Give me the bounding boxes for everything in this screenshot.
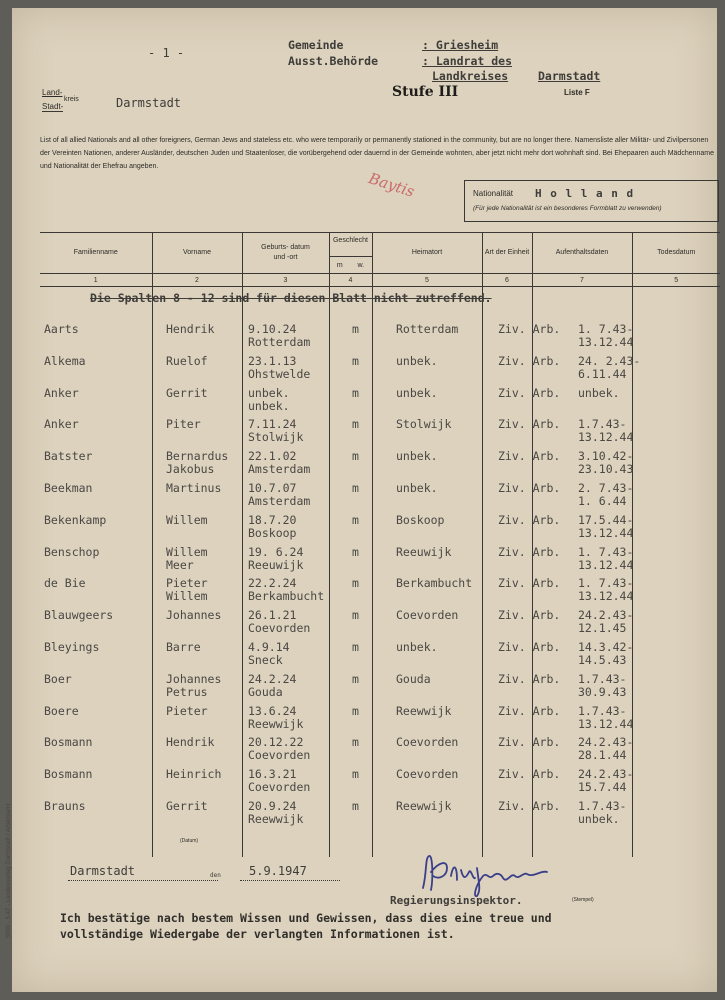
cell-stay2: 23.10.43 <box>578 462 634 477</box>
cell-stay2: unbek. <box>578 812 620 826</box>
cell-first: Barre <box>166 640 201 654</box>
cell-birth1: 22.1.02 <box>248 449 297 464</box>
liste-label: Liste F <box>564 88 590 97</box>
cell-birth2: Stolwijk <box>248 430 304 445</box>
col-number: 1 <box>40 274 152 287</box>
cell-name: Bekenkamp <box>44 512 107 527</box>
confirmation-line-2: vollständige Wiedergabe der verlangten Informationen ist. <box>60 927 455 941</box>
nationality-box <box>464 180 719 222</box>
signer-title: Regierungsinspektor. <box>390 894 523 907</box>
cell-birth2: unbek. <box>248 398 290 413</box>
place-line <box>68 880 218 881</box>
cell-sex: m <box>352 735 359 750</box>
cell-home: Berkambucht <box>396 576 473 591</box>
cell-name: Anker <box>44 385 79 400</box>
cell-home: Reewwijk <box>396 703 452 718</box>
cell-sex: m <box>352 544 359 559</box>
table-row <box>40 545 720 577</box>
cell-name: Alkema <box>44 353 86 368</box>
cell-stay1: 2. 7.43- <box>578 481 634 495</box>
table-row <box>40 322 720 354</box>
table-row <box>40 672 720 704</box>
cell-unit: Ziv. Arb. <box>498 481 561 495</box>
table-row <box>40 354 720 386</box>
cell-birth1: 10.7.07 <box>248 481 297 495</box>
pencil-mark: Baytis <box>366 169 417 201</box>
nationality-value: H o l l a n d <box>535 187 635 200</box>
cell-stay1: 1.7.43- <box>578 703 627 718</box>
cell-stay1: 24. 2.43- <box>578 353 641 368</box>
sex-w-label: w. <box>357 261 365 269</box>
cell-birth2: Gouda <box>248 684 283 699</box>
gemeinde-label: Gemeinde <box>288 38 344 52</box>
cell-sex: m <box>352 767 359 782</box>
col-header-todesdatum: Todesdatum <box>632 233 720 274</box>
cell-sex: m <box>352 512 359 527</box>
stamp-label: (Stempel) <box>572 897 594 903</box>
table-row <box>40 640 720 672</box>
cell-unit: Ziv. Arb. <box>498 703 561 718</box>
cell-birth2: Reewwijk <box>248 716 304 731</box>
date-label: (Datum) <box>180 838 199 844</box>
cell-home: Rotterdam <box>396 322 459 336</box>
table-row <box>40 735 720 767</box>
behoerde-value-1: : Landrat des <box>422 54 513 68</box>
cell-birth2: Rotterdam <box>248 335 311 349</box>
cell-sex: m <box>352 353 359 368</box>
table-row <box>40 608 720 640</box>
cell-unit: Ziv. Arb. <box>498 735 561 750</box>
cell-stay1: unbek. <box>578 385 620 400</box>
cell-stay1: 17.5.44- <box>578 512 634 527</box>
table-row <box>40 386 720 418</box>
gemeinde-value: : Griesheim <box>422 38 499 52</box>
cell-name: Benschop <box>44 544 100 559</box>
cell-unit: Ziv. Arb. <box>498 449 561 464</box>
cell-first: Pieter <box>166 576 208 591</box>
cell-stay1: 1. 7.43- <box>578 544 634 559</box>
cell-stay1: 1.7.43- <box>578 799 627 813</box>
cell-first: Martinus <box>166 481 222 495</box>
cell-stay2: 30.9.43 <box>578 684 627 699</box>
col-number: 3 <box>242 274 329 287</box>
cell-stay2: 13.12.44 <box>578 716 634 731</box>
table-row <box>40 767 720 799</box>
cell-birth1: unbek. <box>248 385 290 400</box>
cell-name: Beekman <box>44 481 93 495</box>
date-line <box>240 880 340 881</box>
cell-sex: m <box>352 481 359 495</box>
cell-first: Willem <box>166 544 208 559</box>
cell-name: de Bie <box>44 576 86 591</box>
table-row <box>40 704 720 736</box>
cell-birth1: 26.1.21 <box>248 608 297 623</box>
col-number: 7 <box>532 274 632 287</box>
confirmation-line-1: Ich bestätige nach bestem Wissen und Gewissen, dass dies eine treue und <box>60 911 552 925</box>
cell-stay1: 24.2.43- <box>578 608 634 623</box>
cell-stay1: 1. 7.43- <box>578 322 634 336</box>
page-number: - 1 - <box>148 46 185 60</box>
cell-sex: m <box>352 608 359 623</box>
stufe-title: Stufe III <box>392 84 459 100</box>
cell-first: Hendrik <box>166 322 215 336</box>
note-line: Die Spalten 8 - 12 sind für diesen Blatt nicht zutreffend. <box>90 291 492 305</box>
col-header-heimatort: Heimatort <box>372 233 482 274</box>
cell-unit: Ziv. Arb. <box>498 608 561 623</box>
cell-unit: Ziv. Arb. <box>498 353 561 368</box>
cell-birth1: 19. 6.24 <box>248 544 304 559</box>
behoerde-label: Ausst.Behörde <box>288 54 379 68</box>
cell-unit: Ziv. Arb. <box>498 767 561 782</box>
cell-sex: m <box>352 417 359 432</box>
cell-name: Bosmann <box>44 735 93 750</box>
cell-home: unbek. <box>396 449 438 464</box>
cell-home: Stolwijk <box>396 417 452 432</box>
behoerde-value-3: Darmstadt <box>538 69 601 83</box>
col-header-geburt: Geburts- datum und -ort <box>242 233 329 274</box>
cell-sex: m <box>352 671 359 686</box>
cell-unit: Ziv. Arb. <box>498 544 561 559</box>
cell-first: Bernardus <box>166 449 229 464</box>
cell-birth1: 20.12.22 <box>248 735 304 750</box>
table-row <box>40 481 720 513</box>
land-label: Land- <box>42 88 63 97</box>
cell-stay2: 12.1.45 <box>578 621 627 636</box>
cell-birth1: 7.11.24 <box>248 417 297 432</box>
cell-first2: Jakobus <box>166 462 215 477</box>
cell-first: Willem <box>166 512 208 527</box>
cell-sex: m <box>352 449 359 464</box>
cell-first: Hendrik <box>166 735 215 750</box>
cell-name: Aarts <box>44 322 79 336</box>
cell-birth1: 16.3.21 <box>248 767 297 782</box>
handwritten-signature <box>417 850 557 900</box>
col-number: 2 <box>152 274 242 287</box>
col-header-geschlecht <box>329 233 372 274</box>
cell-birth1: 20.9.24 <box>248 799 297 813</box>
cell-first: Johannes <box>166 671 222 686</box>
geschlecht-label: Geschlecht <box>332 236 369 244</box>
cell-stay1: 24.2.43- <box>578 735 634 750</box>
side-print: 5000 - 5.47 - Landesverlag Darmstadt / Arbeitsamt <box>6 803 12 938</box>
cell-first: Heinrich <box>166 767 222 782</box>
cell-first: Pieter <box>166 703 208 718</box>
cell-unit: Ziv. Arb. <box>498 576 561 591</box>
cell-name: Blauwgeers <box>44 608 114 623</box>
cell-home: Coevorden <box>396 735 459 750</box>
cell-birth2: Amsterdam <box>248 462 311 477</box>
cell-name: Brauns <box>44 799 86 813</box>
cell-birth1: 24.2.24 <box>248 671 297 686</box>
cell-birth1: 9.10.24 <box>248 322 297 336</box>
cell-birth1: 4.9.14 <box>248 640 290 654</box>
cell-birth1: 23.1.13 <box>248 353 297 368</box>
cell-birth2: Ohstwelde <box>248 366 311 381</box>
cell-home: Reewwijk <box>396 799 452 813</box>
cell-unit: Ziv. Arb. <box>498 417 561 432</box>
cell-first: Gerrit <box>166 385 208 400</box>
cell-name: Boere <box>44 703 79 718</box>
cell-birth2: Coevorden <box>248 780 311 795</box>
kreis-label: kreis <box>64 96 79 103</box>
cell-unit: Ziv. Arb. <box>498 640 561 654</box>
cell-sex: m <box>352 703 359 718</box>
cell-stay2: 13.12.44 <box>578 557 634 572</box>
stadt-label: Stadt- <box>42 102 64 111</box>
cell-stay1: 1.7.43- <box>578 417 627 432</box>
col-header-einheit: Art der Einheit <box>482 233 532 274</box>
col-number: 5 <box>632 274 720 287</box>
cell-stay1: 14.3.42- <box>578 640 634 654</box>
sex-m-label: m <box>336 261 343 269</box>
cell-unit: Ziv. Arb. <box>498 799 561 813</box>
cell-birth1: 13.6.24 <box>248 703 297 718</box>
cell-stay2: 13.12.44 <box>578 589 634 604</box>
cell-sex: m <box>352 322 359 336</box>
cell-birth2: Boskoop <box>248 525 297 540</box>
cell-home: unbek. <box>396 385 438 400</box>
cell-birth2: Amsterdam <box>248 494 311 508</box>
nationality-note: (Für jede Nationalität ist ein besonderes Formblatt zu verwenden) <box>473 205 662 212</box>
cell-name: Boer <box>44 671 72 686</box>
table-row <box>40 513 720 545</box>
footer-date: 5.9.1947 <box>249 864 307 878</box>
cell-unit: Ziv. Arb. <box>498 385 561 400</box>
cell-home: Reeuwijk <box>396 544 452 559</box>
cell-stay2: 13.12.44 <box>578 335 634 349</box>
col-number: 6 <box>482 274 532 287</box>
cell-unit: Ziv. Arb. <box>498 512 561 527</box>
footer-den: den <box>210 872 221 879</box>
cell-stay1: 1.7.43- <box>578 671 627 686</box>
cell-home: unbek. <box>396 640 438 654</box>
cell-stay2: 28.1.44 <box>578 748 627 763</box>
behoerde-value-2: Landkreises <box>432 69 509 83</box>
cell-name: Batster <box>44 449 93 464</box>
cell-birth2: Berkambucht <box>248 589 325 604</box>
cell-birth1: 18.7.20 <box>248 512 297 527</box>
cell-home: Coevorden <box>396 608 459 623</box>
cell-first2: Willem <box>166 589 208 604</box>
intro-text: List of all allied Nationals and all other foreigners, German Jews and stateless etc. who were temporarily or permanently stationed in the community, but are no longer there. Namensliste aller Militär- und Zivilpersonen der Vereinten Nationen, anderer Ausländer, deutschen Juden und Staatenloser, die vorübergehend oder dauernd in der Gemeinde wohnten, aber jetzt nicht mehr dort wohnhaft sind. Bei Ehepaaren auch Mädchenname und Nationalität der Ehefrau angeben. <box>40 137 715 170</box>
cell-birth2: Sneck <box>248 653 283 667</box>
cell-stay1: 3.10.42- <box>578 449 634 464</box>
col-header-aufenthalt: Aufenthaltsdaten <box>532 233 632 274</box>
col-header-familienname: Familienname <box>40 233 152 274</box>
cell-stay2: 6.11.44 <box>578 366 627 381</box>
cell-sex: m <box>352 799 359 813</box>
cell-stay2: 13.12.44 <box>578 525 634 540</box>
col-header-vorname: Vorname <box>152 233 242 274</box>
cell-first: Johannes <box>166 608 222 623</box>
cell-home: unbek. <box>396 481 438 495</box>
cell-name: Anker <box>44 417 79 432</box>
cell-first: Ruelof <box>166 353 208 368</box>
table-row <box>40 576 720 608</box>
cell-sex: m <box>352 640 359 654</box>
cell-home: Boskoop <box>396 512 445 527</box>
cell-stay1: 1. 7.43- <box>578 576 634 591</box>
cell-first: Gerrit <box>166 799 208 813</box>
nationality-label: Nationalität <box>473 189 514 198</box>
cell-sex: m <box>352 385 359 400</box>
cell-birth2: Coevorden <box>248 748 311 763</box>
cell-name: Bleyings <box>44 640 100 654</box>
footer-place: Darmstadt <box>70 864 136 878</box>
cell-birth2: Reeuwijk <box>248 557 304 572</box>
cell-first: Piter <box>166 417 201 432</box>
kreis-value: Darmstadt <box>116 96 182 110</box>
cell-birth2: Reewwijk <box>248 812 304 826</box>
table-row <box>40 417 720 449</box>
cell-home: Coevorden <box>396 767 459 782</box>
cell-stay2: 13.12.44 <box>578 430 634 445</box>
cell-unit: Ziv. Arb. <box>498 671 561 686</box>
table-row <box>40 449 720 481</box>
cell-stay2: 1. 6.44 <box>578 494 627 508</box>
col-number: 5 <box>372 274 482 287</box>
cell-stay2: 14.5.43 <box>578 653 627 667</box>
cell-stay2: 15.7.44 <box>578 780 627 795</box>
cell-unit: Ziv. Arb. <box>498 322 561 336</box>
cell-sex: m <box>352 576 359 591</box>
cell-first2: Meer <box>166 557 194 572</box>
cell-birth2: Coevorden <box>248 621 311 636</box>
document-page <box>6 8 717 992</box>
table-row <box>40 799 720 831</box>
cell-stay1: 24.2.43- <box>578 767 634 782</box>
cell-home: Gouda <box>396 671 431 686</box>
cell-birth1: 22.2.24 <box>248 576 297 591</box>
cell-name: Bosmann <box>44 767 93 782</box>
col-number: 4 <box>329 274 372 287</box>
cell-home: unbek. <box>396 353 438 368</box>
cell-first2: Petrus <box>166 684 208 699</box>
